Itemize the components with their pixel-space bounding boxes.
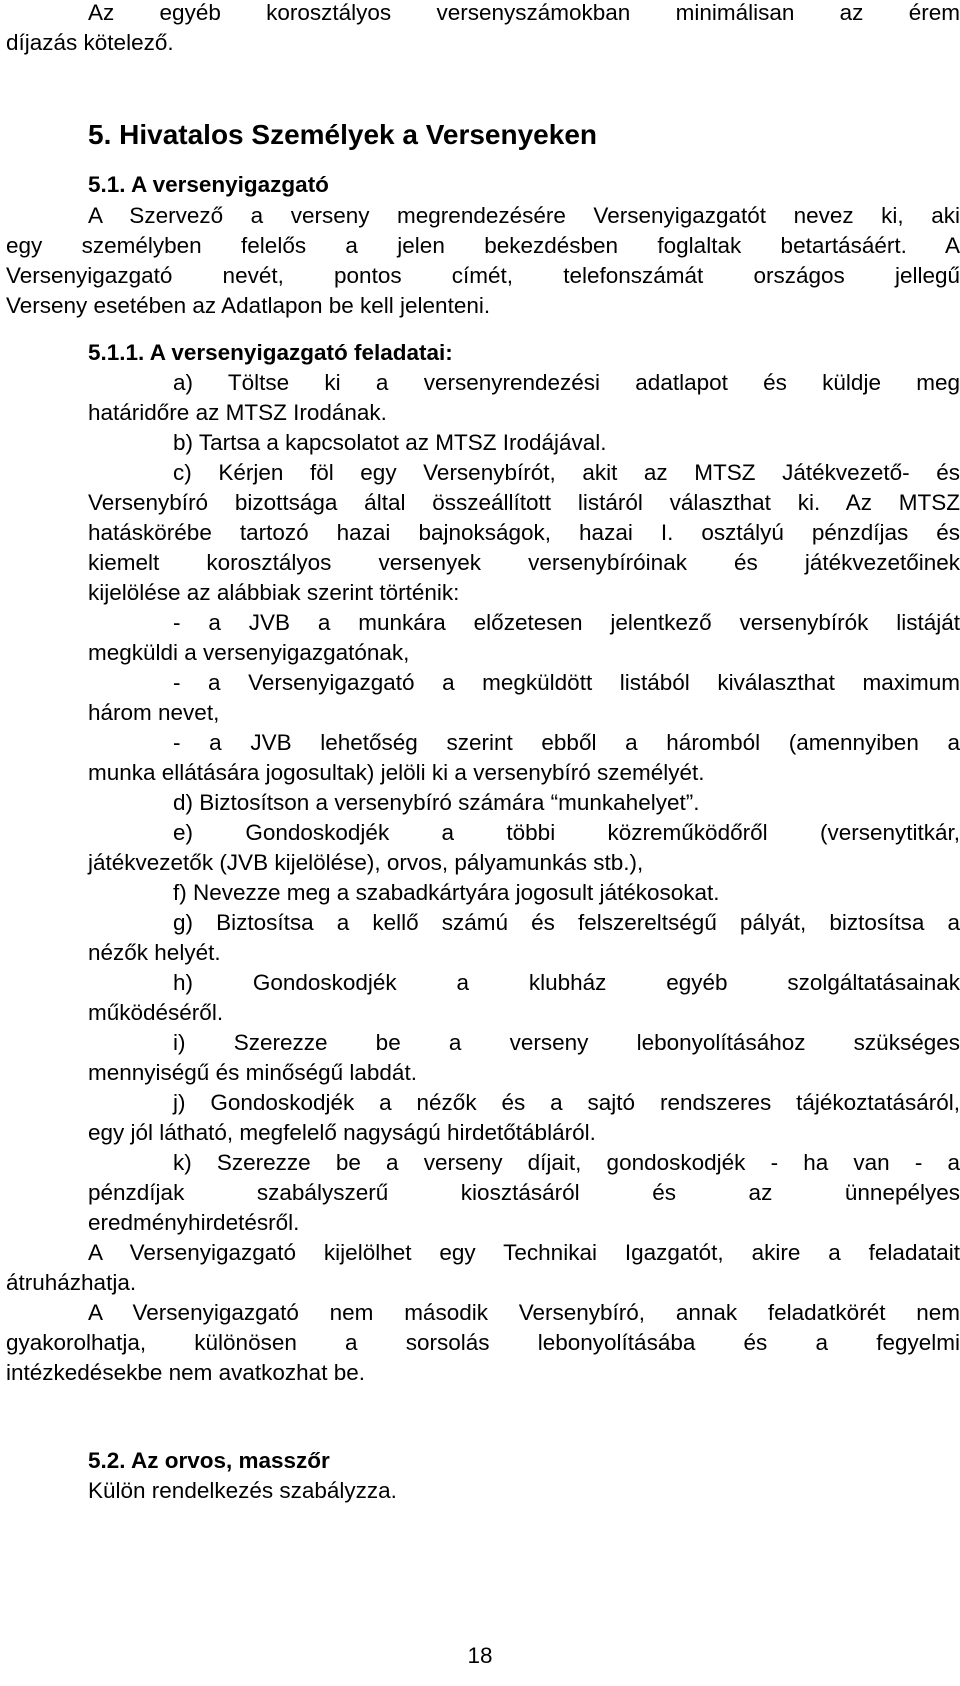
list-item-line: pénzdíjak szabályszerű kiosztásáról és az ünnepélyes (88, 1180, 960, 1205)
list-item-line: nézők helyét. (88, 940, 221, 965)
dash-item-line: - a JVB lehetőség szerint ebből a háromból (amennyiben a (173, 730, 960, 755)
list-item-line: i) Szerezze be a verseny lebonyolításához szükséges (173, 1030, 960, 1055)
list-item-line: a) Töltse ki a versenyrendezési adatlapot és küldje meg (173, 370, 960, 395)
list-item-line: határidőre az MTSZ Irodának. (88, 400, 387, 425)
paragraph-line: intézkedésekbe nem avatkozhat be. (6, 1360, 365, 1385)
list-item-line: e) Gondoskodjék a többi közreműködőről (versenytitkár, (173, 820, 960, 845)
paragraph-line: A Szervező a verseny megrendezésére Versenyigazgatót nevez ki, aki (88, 203, 960, 228)
page-number: 18 (467, 1643, 493, 1668)
list-item-line: egy jól látható, megfelelő nagyságú hirdetőtábláról. (88, 1120, 596, 1145)
paragraph-line: egy személyben felelős a jelen bekezdésben foglaltak betartásáért. A (6, 233, 960, 258)
list-item-line: Versenybíró bizottsága által összeállított listáról választhat ki. Az MTSZ (88, 490, 960, 515)
subsection-heading-5-1: 5.1. A versenyigazgató (88, 172, 329, 197)
section-heading-5: 5. Hivatalos Személyek a Versenyeken (88, 119, 597, 150)
subsection-heading-5-2: 5.2. Az orvos, masszőr (88, 1448, 330, 1473)
list-item-line: k) Szerezze be a verseny díjait, gondoskodjék - ha van - a (173, 1150, 960, 1175)
list-item-line: c) Kérjen föl egy Versenybírót, akit az MTSZ Játékvezető- és (173, 460, 960, 485)
list-item-line: b) Tartsa a kapcsolatot az MTSZ Irodájával. (173, 430, 607, 455)
list-item-line: eredményhirdetésről. (88, 1210, 300, 1235)
list-item-line: működéséről. (88, 1000, 224, 1025)
list-item-line: f) Nevezze meg a szabadkártyára jogosult játékosokat. (173, 880, 720, 905)
subsection-heading-5-1-1: 5.1.1. A versenyigazgató feladatai: (88, 340, 453, 365)
paragraph-line: Külön rendelkezés szabályzza. (88, 1478, 397, 1503)
paragraph-line: A Versenyigazgató nem második Versenybíró, annak feladatkörét nem (88, 1300, 960, 1325)
list-item-line: mennyiségű és minőségű labdát. (88, 1060, 417, 1085)
paragraph-line: Verseny esetében az Adatlapon be kell jelenteni. (6, 293, 491, 318)
paragraph-line: A Versenyigazgató kijelölhet egy Technikai Igazgatót, akire a feladatait (88, 1240, 960, 1265)
dash-item-line: munka ellátására jogosultak) jelöli ki a versenybíró személyét. (88, 760, 705, 785)
paragraph-line: gyakorolhatja, különösen a sorsolás lebonyolításába és a fegyelmi (6, 1330, 960, 1355)
list-item-line: j) Gondoskodjék a nézők és a sajtó rendszeres tájékoztatásáról, (173, 1090, 960, 1115)
list-item-line: d) Biztosítson a versenybíró számára “munkahelyet”. (173, 790, 700, 815)
dash-item-line: - a Versenyigazgató a megküldött listából kiválaszthat maximum (173, 670, 960, 695)
list-item-line: hatáskörébe tartozó hazai bajnokságok, hazai I. osztályú pénzdíjas és (88, 520, 960, 545)
list-item-line: kiemelt korosztályos versenyek versenybíróinak és játékvezetőinek (88, 550, 960, 575)
paragraph-line: Az egyéb korosztályos versenyszámokban minimálisan az érem (88, 0, 960, 25)
paragraph-line: díjazás kötelező. (6, 30, 174, 55)
list-item-line: játékvezetők (JVB kijelölése), orvos, pályamunkás stb.), (88, 850, 644, 875)
paragraph-line: átruházhatja. (6, 1270, 137, 1295)
dash-item-line: - a JVB a munkára előzetesen jelentkező versenybírók listáját (173, 610, 960, 635)
paragraph-line: Versenyigazgató nevét, pontos címét, telefonszámát országos jellegű (6, 263, 960, 288)
list-item-line: h) Gondoskodjék a klubház egyéb szolgáltatásainak (173, 970, 960, 995)
dash-item-line: megküldi a versenyigazgatónak, (88, 640, 410, 665)
dash-item-line: három nevet, (88, 700, 220, 725)
list-item-line: g) Biztosítsa a kellő számú és felszereltségű pályát, biztosítsa a (173, 910, 960, 935)
list-item-line: kijelölése az alábbiak szerint történik: (88, 580, 460, 605)
